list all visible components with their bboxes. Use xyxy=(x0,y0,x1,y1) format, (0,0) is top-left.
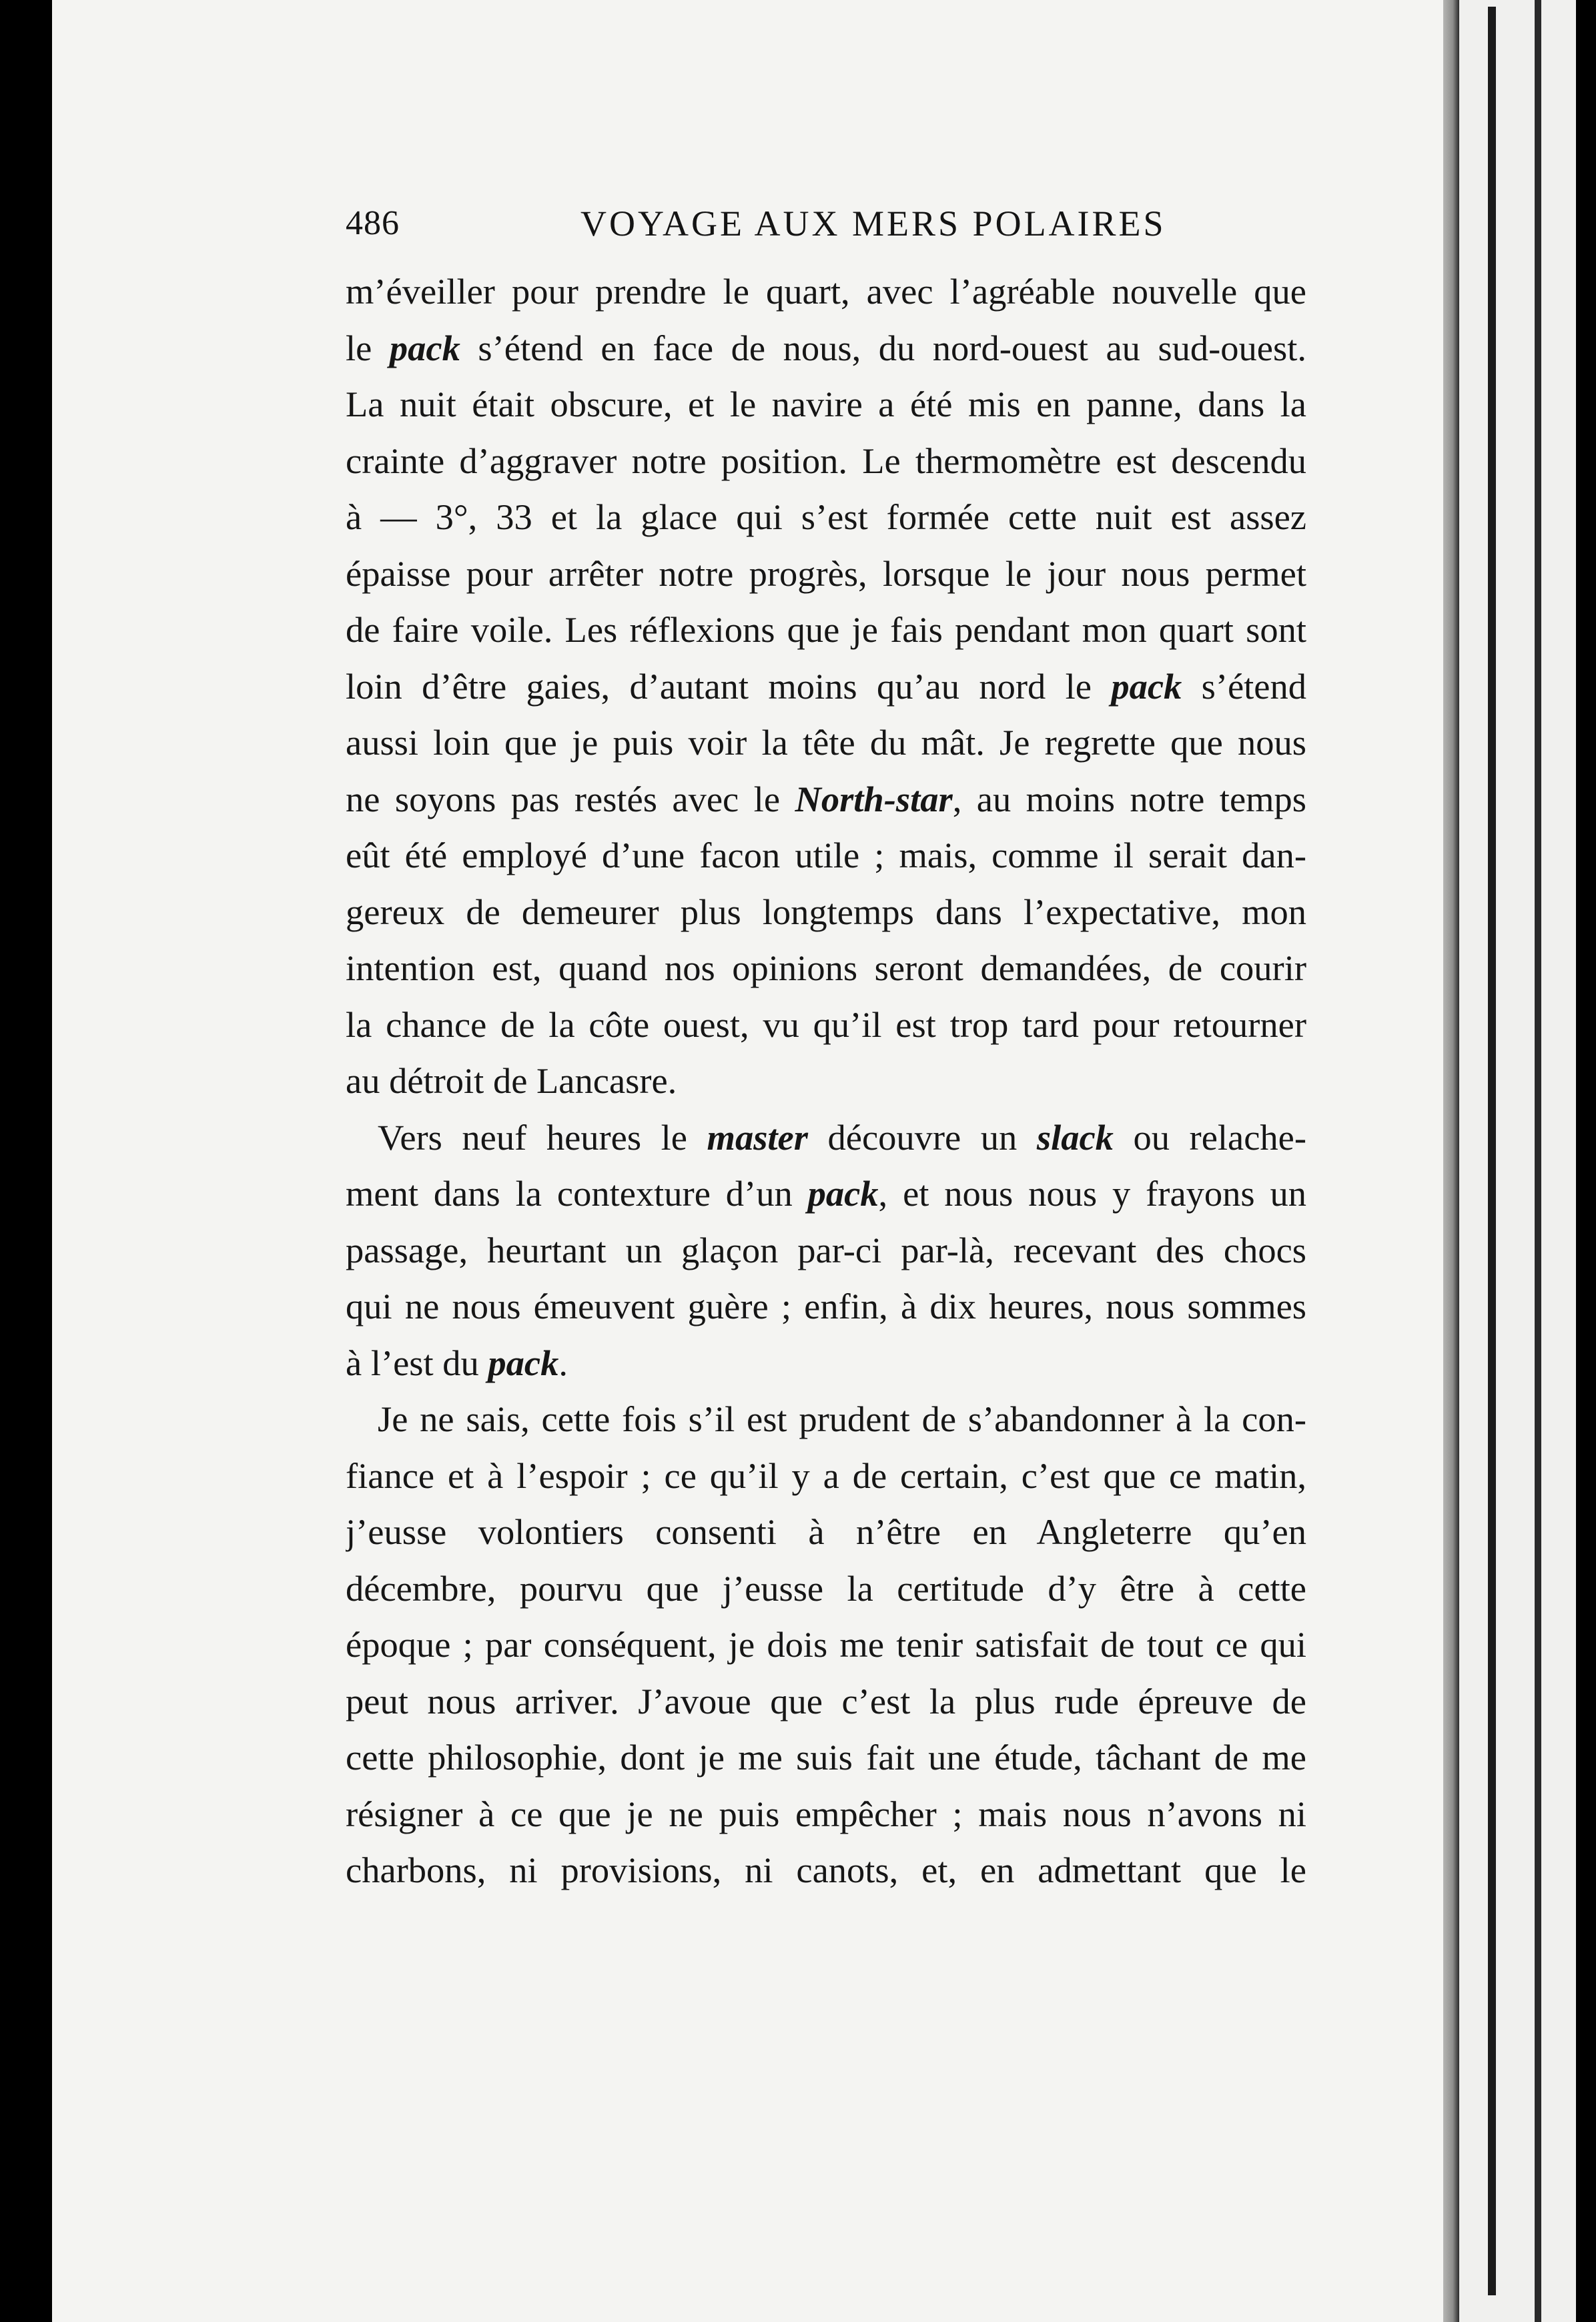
text-line xyxy=(346,1110,1306,1166)
italic-term: pack xyxy=(807,1173,879,1214)
text-segment: ne soyons pas restés avec le xyxy=(346,778,795,819)
page-gutter-shadow xyxy=(1443,0,1459,2322)
text-segment: m’éveiller pour prendre le quart, avec l’agréable nouvelle que xyxy=(346,271,1306,312)
text-line xyxy=(346,1729,1306,1786)
paragraph xyxy=(346,1110,1306,1392)
text-line xyxy=(346,827,1306,884)
text-line xyxy=(346,659,1306,715)
italic-term: slack xyxy=(1036,1116,1114,1158)
text-segment: s’étend xyxy=(1182,665,1306,707)
text-line xyxy=(346,997,1306,1054)
text-line xyxy=(346,1617,1306,1673)
text-line xyxy=(346,433,1306,490)
text-line xyxy=(346,1391,1306,1448)
text-segment: loin d’être gaies, d’autant moins qu’au nord le xyxy=(346,665,1112,707)
text-segment: La nuit était obscure, et le navire a été mis en panne, dans la xyxy=(346,384,1306,424)
text-segment: à l’est du xyxy=(346,1342,488,1383)
text-line xyxy=(346,1335,1306,1392)
text-segment: , et nous nous y frayons un xyxy=(878,1173,1306,1214)
text-line xyxy=(346,1673,1306,1730)
text-segment: de faire voile. Les réflexions que je fais pendant mon quart sont xyxy=(346,609,1306,650)
text-segment: s’étend en face de nous, du nord-ouest au sud-ouest. xyxy=(460,327,1306,368)
text-line xyxy=(346,940,1306,997)
running-title: VOYAGE AUX MERS POLAIRES xyxy=(580,204,1166,244)
text-line xyxy=(346,489,1306,546)
text-segment: résigner à ce que je ne puis empêcher ; mais nous n’avons ni xyxy=(346,1793,1306,1834)
text-segment: gereux de demeurer plus longtemps dans l’expectative, mon xyxy=(346,891,1306,932)
text-line xyxy=(346,1278,1306,1335)
text-segment: décembre, pourvu que j’eusse la certitude d’y être à cette xyxy=(346,1567,1306,1609)
text-segment: épaisse pour arrêter notre progrès, lorsque le jour nous permet xyxy=(346,552,1306,594)
text-segment: crainte d’aggraver notre position. Le thermomètre est descendu xyxy=(346,440,1306,481)
paragraph xyxy=(346,264,1306,1110)
body-text xyxy=(346,264,1306,1899)
text-segment: j’eusse volontiers consenti à n’être en Angleterre qu’en xyxy=(346,1511,1306,1552)
text-segment: Je ne sais, cette fois s’il est prudent de s’abandonner à la con- xyxy=(378,1399,1306,1439)
text-line xyxy=(346,1504,1306,1561)
text-line xyxy=(346,1222,1306,1279)
text-segment: fiance et à l’espoir ; ce qu’il y a de certain, c’est que ce matin, xyxy=(346,1455,1306,1496)
text-line xyxy=(346,602,1306,659)
text-segment: le xyxy=(346,327,390,368)
scan-border xyxy=(1576,0,1596,2322)
text-segment: époque ; par conséquent, je dois me tenir satisfait de tout ce qui xyxy=(346,1624,1306,1665)
text-segment: eût été employé d’une facon utile ; mais, comme il serait dan- xyxy=(346,835,1306,875)
text-segment: qui ne nous émeuvent guère ; enfin, à dix heures, nous sommes xyxy=(346,1286,1306,1326)
text-segment: à — 3°, 33 et la glace qui s’est formée cette nuit est assez xyxy=(346,496,1306,537)
text-line xyxy=(346,1448,1306,1505)
text-segment: passage, heurtant un glaçon par-ci par-là, recevant des chocs xyxy=(346,1229,1306,1270)
text-segment: la chance de la côte ouest, vu qu’il est trop tard pour retourner xyxy=(346,1004,1306,1045)
text-line xyxy=(346,1561,1306,1617)
text-segment: découvre un xyxy=(807,1116,1037,1158)
text-line xyxy=(346,1842,1306,1899)
italic-term: North-star xyxy=(795,778,953,819)
page-number: 486 xyxy=(346,204,400,242)
text-segment: peut nous arriver. J’avoue que c’est la plus rude épreuve de xyxy=(346,1680,1306,1721)
text-line xyxy=(346,546,1306,603)
text-line xyxy=(346,715,1306,771)
text-segment: ment dans la contexture d’un xyxy=(346,1173,808,1214)
text-line xyxy=(346,1786,1306,1843)
adjacent-page-edge-line-2 xyxy=(1535,0,1541,2322)
text-segment: Vers neuf heures le xyxy=(378,1116,707,1158)
running-header xyxy=(346,193,1320,254)
text-segment: ou relache- xyxy=(1113,1116,1306,1158)
adjacent-page-edge xyxy=(1459,0,1576,2322)
text-segment: charbons, ni provisions, ni canots, et, en admettant que le xyxy=(346,1850,1306,1890)
adjacent-page-edge-line xyxy=(1488,7,1496,2295)
text-line xyxy=(346,1053,1306,1110)
paragraph xyxy=(346,1391,1306,1899)
text-segment: intention est, quand nos opinions seront demandées, de courir xyxy=(346,947,1306,988)
italic-term: pack xyxy=(1111,665,1182,707)
text-segment: aussi loin que je puis voir la tête du mât. Je regrette que nous xyxy=(346,722,1306,763)
italic-term: pack xyxy=(389,327,460,368)
text-line xyxy=(346,771,1306,828)
text-segment: , au moins notre temps xyxy=(952,778,1306,819)
text-line xyxy=(346,376,1306,433)
text-line xyxy=(346,1166,1306,1222)
text-segment: . xyxy=(558,1342,568,1383)
italic-term: pack xyxy=(488,1342,559,1383)
text-segment: au détroit de Lancasre. xyxy=(346,1060,677,1101)
text-line xyxy=(346,264,1306,320)
text-line xyxy=(346,320,1306,377)
text-segment: cette philosophie, dont je me suis fait une étude, tâchant de me xyxy=(346,1737,1306,1778)
text-line xyxy=(346,884,1306,941)
italic-term: master xyxy=(707,1116,808,1158)
